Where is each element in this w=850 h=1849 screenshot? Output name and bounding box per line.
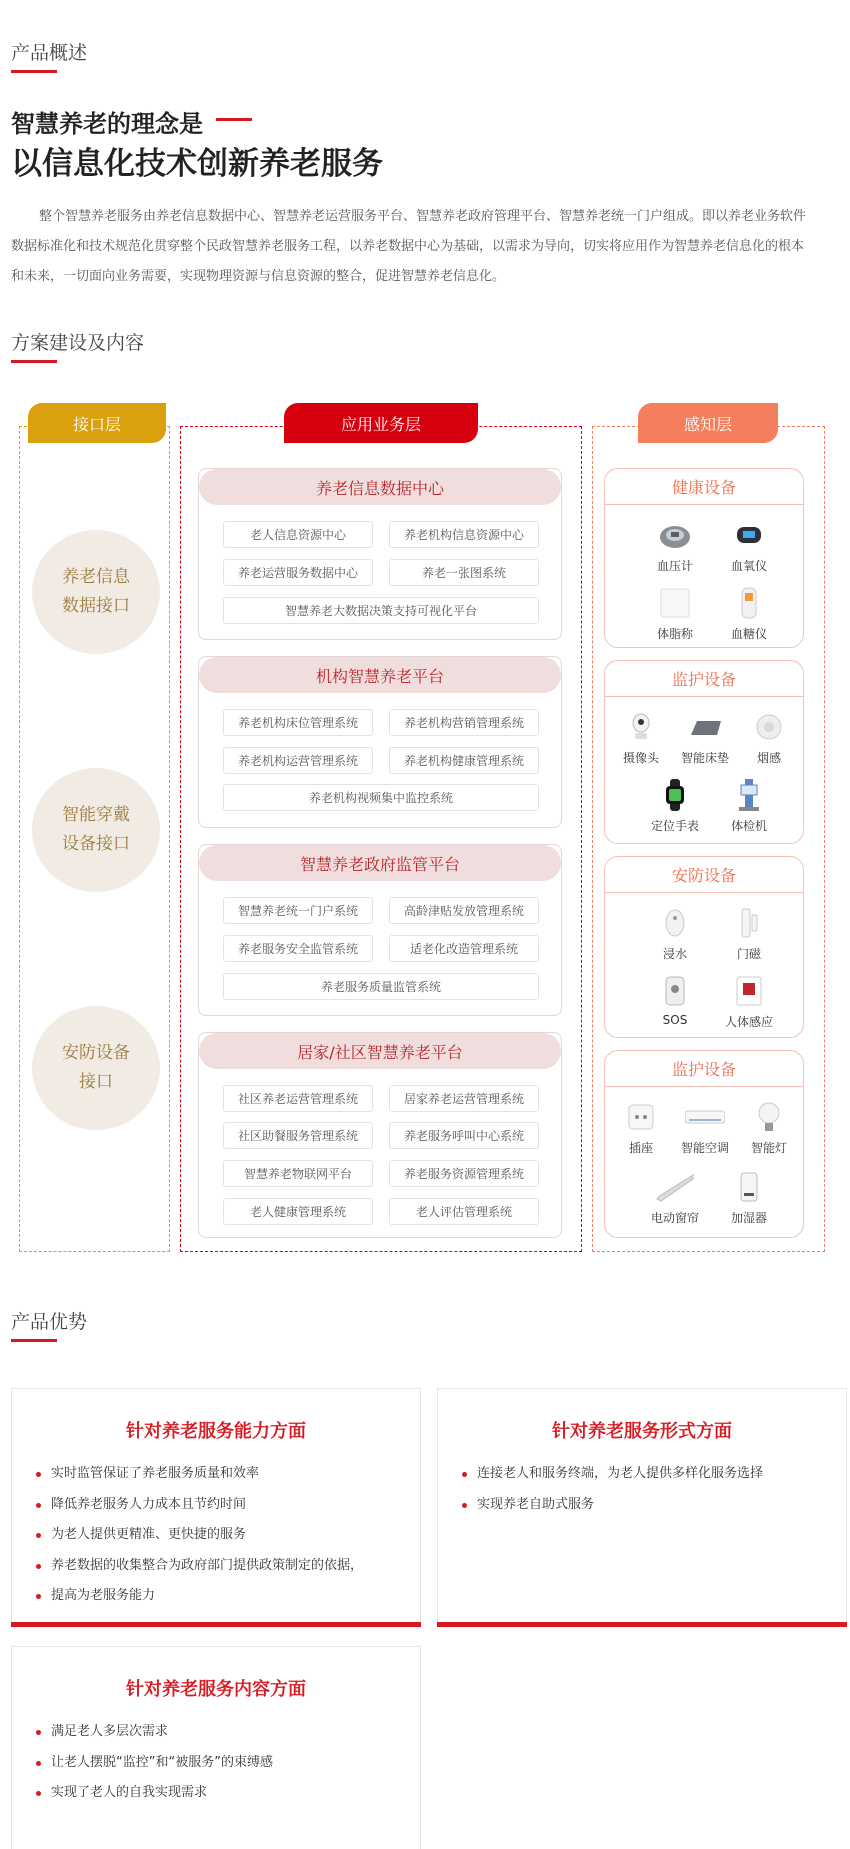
device-smoke-detector [729, 709, 809, 766]
device-label: 智能空调 [680, 1141, 729, 1155]
interface-layer-tab: 接口层 [28, 403, 166, 443]
device-card-title: 监护设备 [605, 1051, 803, 1087]
system-item: 养老一张图系统 [389, 559, 539, 586]
system-item: 高龄津贴发放管理系统 [389, 897, 539, 924]
panel-title: 居家/社区智慧养老平台 [199, 1033, 561, 1069]
device-label: 血糖仪 [730, 627, 767, 641]
headline-dash [216, 118, 252, 121]
advantage-card-title: 针对养老服务形式方面 [552, 1421, 732, 1442]
panel-title: 机构智慧养老平台 [199, 657, 561, 693]
advantage-list [462, 1459, 763, 1520]
device-glucose-meter [709, 585, 789, 642]
advantage-card-bar [11, 1622, 421, 1627]
app-layer-tab: 应用业务层 [284, 403, 478, 443]
device-locator-watch [635, 777, 715, 834]
glucose-meter-icon [729, 585, 769, 621]
advantage-card-capability [11, 1388, 421, 1627]
device-label: 加湿器 [730, 1211, 767, 1225]
advantage-item: 连接老人和服务终端，为老人提供多样化服务选择 [462, 1459, 763, 1490]
system-item: 养老运营服务数据中心 [223, 559, 373, 586]
system-item-wide: 智慧养老大数据决策支持可视化平台 [223, 597, 539, 624]
system-item-wide: 养老机构视频集中监控系统 [223, 784, 539, 811]
panel-title: 智慧养老政府监管平台 [199, 845, 561, 881]
device-label: SOS [662, 1013, 688, 1027]
interface-item-security: 安防设备 接口 [32, 1006, 160, 1130]
system-item: 养老服务呼叫中心系统 [389, 1122, 539, 1149]
section-title-advantages: 产品优势 [11, 1311, 88, 1333]
system-item: 居家养老运营管理系统 [389, 1085, 539, 1112]
device-label: 烟感 [756, 751, 781, 765]
device-card-title: 监护设备 [605, 661, 803, 697]
device-label: 体检机 [730, 819, 767, 833]
advantage-list [36, 1459, 363, 1612]
socket-icon [621, 1099, 661, 1135]
blood-pressure-icon [655, 517, 695, 553]
device-body-fat-scale [635, 585, 715, 642]
system-item: 智慧养老物联网平台 [223, 1160, 373, 1187]
system-item-wide: 养老服务质量监管系统 [223, 973, 539, 1000]
device-label: 血氧仪 [730, 559, 767, 573]
app-panel-institution [198, 656, 562, 828]
kiosk-icon [729, 777, 769, 813]
section-title-solution: 方案建设及内容 [11, 332, 145, 354]
system-item: 智慧养老统一门户系统 [223, 897, 373, 924]
humidifier-icon [729, 1169, 769, 1205]
device-door-sensor [709, 905, 789, 962]
motion-sensor-icon [729, 973, 769, 1009]
section-underline [11, 360, 57, 363]
smoke-detector-icon [749, 709, 789, 745]
system-item: 适老化改造管理系统 [389, 935, 539, 962]
device-label: 人体感应 [724, 1015, 773, 1029]
device-water-sensor [635, 905, 715, 962]
system-item: 老人信息资源中心 [223, 521, 373, 548]
device-label: 血压计 [656, 559, 693, 573]
panel-title: 养老信息数据中心 [199, 469, 561, 505]
device-health-kiosk [709, 777, 789, 834]
system-item: 老人健康管理系统 [223, 1198, 373, 1225]
device-label: 智能床垫 [680, 751, 729, 765]
advantage-item: 提高为老服务能力 [36, 1581, 363, 1612]
device-label: 门磁 [736, 947, 761, 961]
device-card-health [604, 468, 804, 648]
device-sos-button [635, 973, 715, 1027]
device-card-title: 安防设备 [605, 857, 803, 893]
device-label: 插座 [628, 1141, 653, 1155]
device-motion-sensor [709, 973, 789, 1030]
advantage-card-content [11, 1646, 421, 1849]
advantage-card-form [437, 1388, 847, 1627]
device-humidifier [709, 1169, 789, 1226]
device-electric-curtain [635, 1169, 715, 1226]
sensing-layer-tab: 感知层 [638, 403, 778, 443]
system-item: 社区养老运营管理系统 [223, 1085, 373, 1112]
light-bulb-icon [749, 1099, 789, 1135]
device-card-security [604, 856, 804, 1038]
device-label: 摄像头 [622, 751, 659, 765]
device-card-title: 健康设备 [605, 469, 803, 505]
advantage-item: 实现了老人的自我实现需求 [36, 1778, 273, 1809]
system-item: 养老机构营销管理系统 [389, 709, 539, 736]
interface-item-data: 养老信息 数据接口 [32, 530, 160, 654]
system-item: 养老服务资源管理系统 [389, 1160, 539, 1187]
system-item: 养老服务安全监管系统 [223, 935, 373, 962]
advantage-item: 实时监管保证了养老服务质量和效率 [36, 1459, 363, 1490]
system-item: 养老机构健康管理系统 [389, 747, 539, 774]
app-panel-data-center [198, 468, 562, 640]
section-underline [11, 1339, 57, 1342]
app-panel-community [198, 1032, 562, 1238]
oximeter-icon [729, 517, 769, 553]
door-sensor-icon [729, 905, 769, 941]
advantage-card-bar [437, 1622, 847, 1627]
headline-line2: 以信息化技术创新养老服务 [11, 146, 383, 182]
device-label: 浸水 [662, 947, 687, 961]
advantage-card-title: 针对养老服务内容方面 [126, 1679, 306, 1700]
device-card-monitoring [604, 660, 804, 844]
advantage-item: 实现养老自助式服务 [462, 1490, 763, 1521]
air-conditioner-icon [685, 1099, 725, 1135]
watch-icon [655, 777, 695, 813]
sos-button-icon [655, 973, 695, 1009]
interface-item-wearable: 智能穿戴 设备接口 [32, 768, 160, 892]
advantage-list [36, 1717, 273, 1809]
system-item: 养老机构信息资源中心 [389, 521, 539, 548]
advantage-item: 让老人摆脱“监控”和“被服务”的束缚感 [36, 1748, 273, 1779]
device-oximeter [709, 517, 789, 574]
device-label: 电动窗帘 [650, 1211, 699, 1225]
section-title-overview: 产品概述 [11, 42, 88, 64]
headline-line1: 智慧养老的理念是 [11, 110, 203, 138]
section-underline [11, 70, 57, 73]
water-sensor-icon [655, 905, 695, 941]
scale-icon [655, 585, 695, 621]
advantage-card-title: 针对养老服务能力方面 [126, 1421, 306, 1442]
advantage-item: 养老数据的收集整合为政府部门提供政策制定的依据， [36, 1551, 363, 1582]
curtain-motor-icon [655, 1169, 695, 1205]
system-item: 社区助餐服务管理系统 [223, 1122, 373, 1149]
advantage-item: 为老人提供更精准、更快捷的服务 [36, 1520, 363, 1551]
device-label: 定位手表 [650, 819, 699, 833]
system-item: 养老机构床位管理系统 [223, 709, 373, 736]
intro-paragraph: 整个智慧养老服务由养老信息数据中心、智慧养老运营服务平台、智慧养老政府管理平台、智慧养老统一门户组成。即以养老业务软件数据标准化和技术规范化贯穿整个民政智慧养老服务工程，以养老数据中心为基础，以需求为导向，切实将应用作为智慧养老信息化的根本和未来，一切面向业务需要，实现物理资源与信息资源的整合，促进智慧养老信息化。 [11, 209, 807, 284]
device-smart-light [729, 1099, 809, 1156]
camera-icon [621, 709, 661, 745]
device-card-home [604, 1050, 804, 1238]
device-label: 智能灯 [750, 1141, 787, 1155]
device-blood-pressure [635, 517, 715, 574]
advantage-item: 满足老人多层次需求 [36, 1717, 273, 1748]
app-panel-government [198, 844, 562, 1016]
system-item: 养老机构运营管理系统 [223, 747, 373, 774]
advantage-item: 降低养老服务人力成本且节约时间 [36, 1490, 363, 1521]
system-item: 老人评估管理系统 [389, 1198, 539, 1225]
mattress-icon [685, 709, 725, 745]
device-label: 体脂称 [656, 627, 693, 641]
